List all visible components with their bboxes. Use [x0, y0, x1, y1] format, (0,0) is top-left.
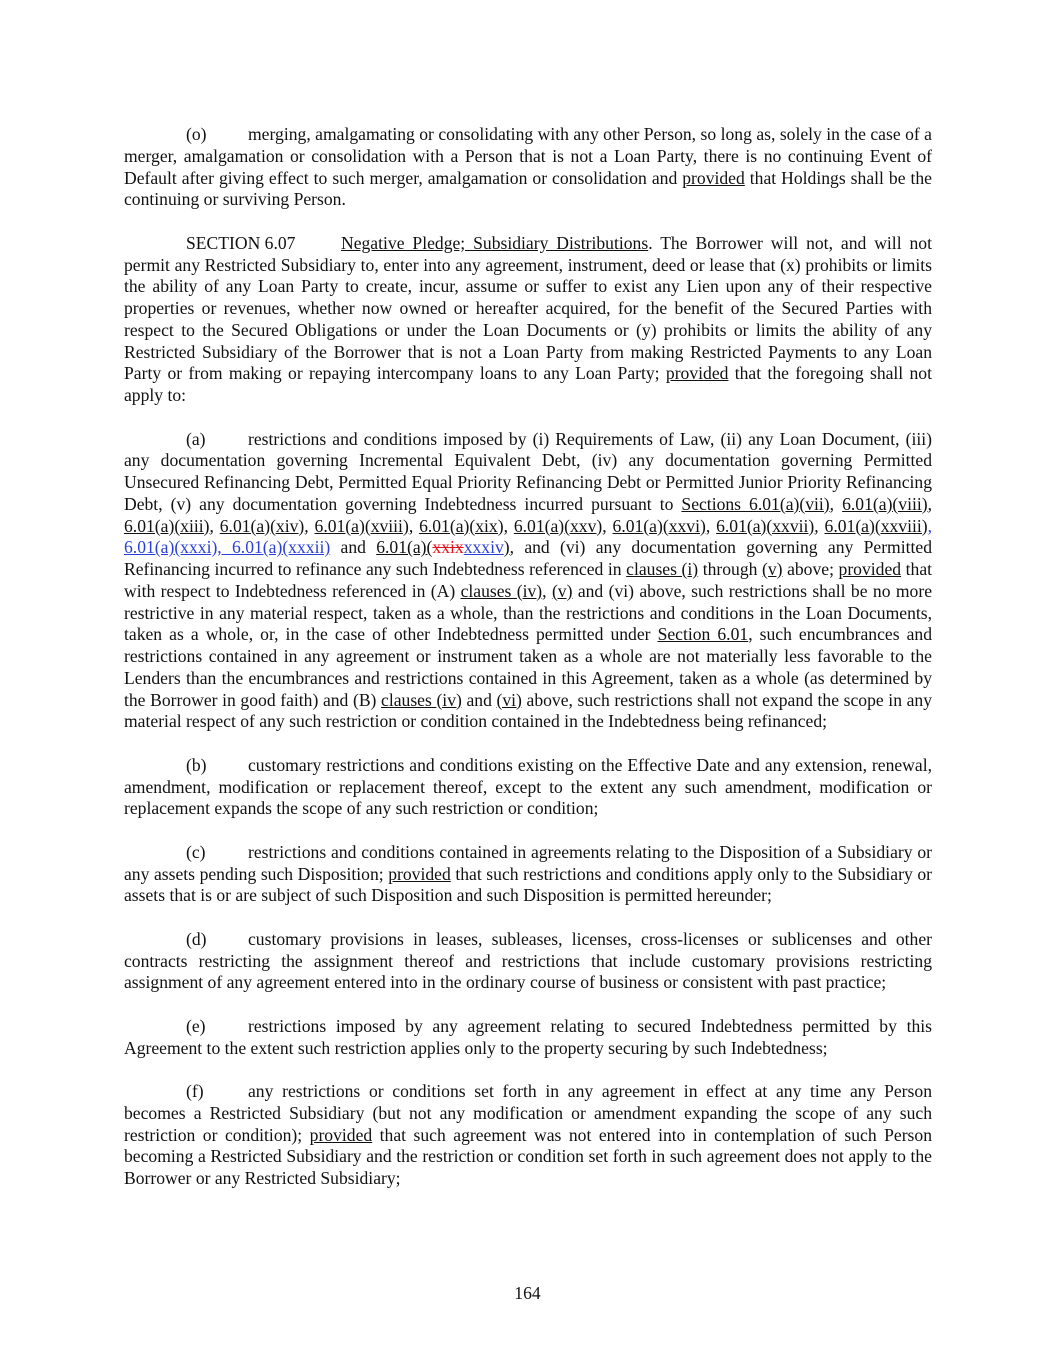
text-run: ,: [705, 515, 717, 536]
inserted-text: xxxiv: [463, 537, 504, 558]
text-run: ,: [542, 580, 552, 601]
underlined-text: 6.01(a)(xxvii): [716, 515, 815, 536]
underlined-text: 6.01(a)(xxvi): [612, 515, 706, 536]
underlined-text: (v): [762, 559, 783, 579]
text-run: that the foregoing shall not apply to:: [124, 363, 932, 405]
paragraph-f: [124, 1081, 932, 1190]
text-run: customary restrictions and conditions existing on the Effective Date and any extension, renewal, amendment, modification or replacement thereof, except to the extent any such amendment, modification or replacement expands the scope of any such restriction or condition;: [124, 754, 932, 819]
text-run: restrictions and conditions contained in agreements relating to the Disposition of a Subsidiary or any assets pending such Disposition;: [124, 841, 932, 884]
underlined-text: 6.01(a)(xxviii): [824, 515, 928, 536]
text-run: customary provisions in leases, subleases, licenses, cross-licenses or sublicenses and other contracts restricting the assignment thereof and restrictions that include customary provisions restricting assignment of any agreement entered into in the ordinary course of business or consistent with past practice;: [124, 928, 932, 993]
underlined-text: (vi): [496, 689, 522, 710]
underlined-text: provided: [838, 559, 902, 579]
underlined-text: 6.01(a)(viii): [842, 493, 928, 514]
paragraph-e: [124, 1016, 932, 1060]
text-run: above, such restrictions shall not expand the scope in any material respect of any such restriction or condition contained in the Indebtedness being refinanced;: [124, 689, 933, 732]
text-run: that such agreement was not entered into in contemplation of such Person becoming a Restricted Subsidiary and the restriction or condition set forth in such agreement does not apply to the Borrower or any Restricted Subsidiary;: [124, 1124, 932, 1188]
text-run: ,: [503, 515, 514, 536]
text-run: . The Borrower will not, and will not permit any Restricted Subsidiary to, enter into any agreement, instrument, deed or lease that (x) prohibits or limits the ability of any Loan Party to create, incur, assume or suffer to exist any Lien upon any of their respective properties or revenues, whether now owned or hereafter acquired, for the benefit of the Secured Parties with respect to the Secured Obligations or under the Loan Documents or (y) prohibits or limits the ability of any Restricted Subsidiary of the Borrower that is not a Loan Party from making Restricted Payments to any Loan Party or from making or repaying intercompany loans to any Loan Party;: [124, 232, 932, 384]
underlined-text: provided: [388, 863, 451, 884]
text-run: above;: [782, 559, 839, 579]
underlined-text: ): [503, 537, 510, 558]
text-run: restrictions imposed by any agreement relating to secured Indebtedness permitted by this Agreement to the extent such restriction applies only to the property securing by such Indebtedness;: [124, 1015, 932, 1058]
paragraph-o: [124, 124, 932, 211]
text-run: restrictions and conditions imposed by (i) Requirements of Law, (ii) any Loan Document, (iii) any documentation governing Incremental Equivalent Debt, (iv) any documentation governing Permitted Unsecured Refinancing Debt, Permitted Equal Priority Refinancing Debt or Permitted Junior Priority Refinancing Debt, (v) any documentation governing Indebtedness incurred pursuant to: [124, 428, 932, 514]
text-run: ,: [602, 515, 613, 536]
deleted-text: xxix: [432, 537, 464, 558]
document-page: [124, 124, 932, 1212]
text-run: and: [461, 689, 497, 710]
text-run: ,: [408, 515, 420, 536]
text-run: , such encumbrances and restrictions contained in any agreement or instrument taken as a whole are not materially less favorable to the Lenders than the encumbrances and restrictions contained in this Agreement, taken as a whole (as determined by the Borrower in good faith) and (B): [124, 624, 933, 710]
underlined-text: 6.01(a)(xiii): [124, 515, 210, 536]
underlined-text: Section 6.01: [657, 624, 749, 645]
text-run: that such restrictions and conditions apply only to the Subsidiary or assets that is or are subject of such Disposition and such Disposition is permitted hereunder;: [124, 863, 932, 906]
underlined-text: provided: [309, 1124, 373, 1145]
text-run: , and (vi) any documentation governing any Permitted Refinancing incurred to refinance any such Indebtedness referenced in: [124, 537, 933, 579]
page-number: 164: [514, 1283, 541, 1303]
paragraph-label: (a): [186, 428, 206, 449]
text-run: ,: [304, 515, 315, 536]
text-run: that with respect to Indebtedness referenced in (A): [124, 559, 933, 601]
underlined-text: 6.01(a)(xxv): [513, 515, 603, 536]
underlined-text: clauses (iv): [381, 689, 462, 710]
text-run: any restrictions or conditions set forth in any agreement in effect at any time any Person becomes a Restricted Subsidiary (but not any modification or amendment expanding the scope of any such restriction or condition);: [124, 1081, 932, 1145]
paragraph-label: SECTION 6.07: [186, 232, 296, 253]
paragraph-label: (o): [186, 124, 207, 144]
underlined-text: 6.01(a)(xviii): [314, 515, 409, 536]
underlined-text: Negative Pledge; Subsidiary Distributions: [341, 232, 649, 253]
text-run: ,: [814, 515, 825, 536]
inserted-text: , 6.01(a)(xxxi), 6.01(a)(xxxii): [124, 515, 933, 558]
paragraph-c: [124, 842, 932, 907]
text-run: through: [698, 559, 762, 579]
underlined-text: provided: [682, 167, 745, 188]
text-run: ,: [829, 493, 843, 514]
paragraph-d: [124, 929, 932, 994]
underlined-text: Sections 6.01(a)(vii): [681, 493, 830, 514]
text-run: ,: [927, 493, 933, 514]
paragraph-label: (b): [186, 754, 207, 775]
paragraph-section-6-07: [124, 233, 932, 407]
paragraph-a: [124, 429, 932, 734]
paragraph-b: [124, 755, 932, 820]
underlined-text: provided: [665, 363, 729, 384]
paragraph-label: (d): [186, 928, 207, 949]
paragraph-label: (f): [186, 1081, 204, 1101]
text-run: and (vi) above, such restrictions shall be no more restrictive in any material respect, taken as a whole, than the restrictions and conditions in the Loan Documents, taken as a whole, or, in the case of other Indebtedness permitted under: [124, 580, 933, 645]
text-run: and: [330, 537, 377, 558]
underlined-text: 6.01(a)(: [376, 537, 433, 558]
underlined-text: 6.01(a)(xiv): [219, 515, 305, 536]
text-run: merging, amalgamating or consolidating with any other Person, so long as, solely in the case of a merger, amalgamation or consolidation with a Person that is not a Loan Party, there is no continuing Event of Default after giving effect to such merger, amalgamation or consolidation and: [124, 124, 932, 188]
underlined-text: clauses (i): [626, 559, 699, 579]
paragraph-label: (c): [186, 841, 206, 862]
text-run: ,: [209, 515, 220, 536]
text-run: that Holdings shall be the continuing or surviving Person.: [124, 167, 932, 210]
underlined-text: 6.01(a)(xix): [419, 515, 504, 536]
paragraph-label: (e): [186, 1015, 206, 1036]
underlined-text: clauses (iv): [460, 580, 543, 601]
underlined-text: (v): [551, 580, 573, 601]
